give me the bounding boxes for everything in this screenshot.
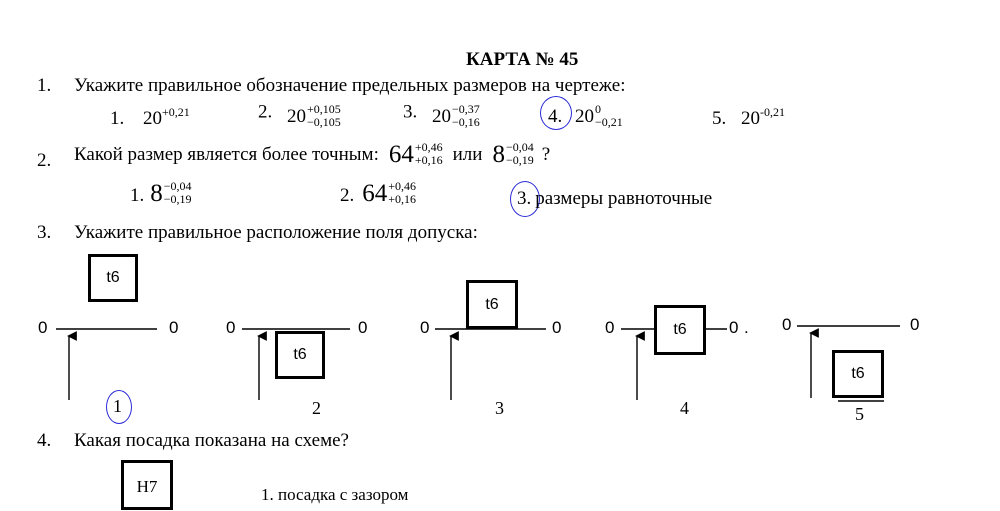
lower-deviation: −0,16: [452, 115, 480, 129]
zero-label: 0: [420, 318, 430, 337]
diagram-number-3: 3: [495, 398, 504, 418]
size-b-upper: −0,04: [505, 140, 534, 155]
zero-label: 0: [226, 318, 236, 337]
upper-deviation: +0,105: [307, 102, 341, 116]
lower-deviation: −0,21: [595, 115, 623, 129]
option-base: 8: [150, 180, 163, 207]
zero-label: 0: [169, 318, 179, 337]
question-2-number: 2.: [37, 150, 52, 171]
zero-label: 0: [729, 318, 739, 337]
option-number: 1.: [130, 185, 145, 206]
diagram-number-4: 4: [680, 398, 689, 418]
size-a-lower: +0,16: [414, 153, 443, 168]
size-b-lower: −0,19: [505, 153, 534, 168]
option-base: 20: [575, 106, 594, 128]
option-superscript: +0,21: [162, 105, 190, 119]
option-number: 3.: [403, 101, 418, 123]
question-1-number: 1.: [37, 75, 52, 96]
size-a-upper: +0,46: [414, 140, 443, 155]
size-b-base: 8: [492, 141, 505, 168]
zero-label: 0: [910, 315, 920, 334]
page-title: КАРТА № 45: [466, 49, 579, 70]
size-a-base: 64: [388, 141, 414, 168]
option-number: 4.: [548, 106, 563, 128]
option-base: 20: [741, 108, 760, 129]
q4-option-1: 1. посадка с зазором: [261, 485, 409, 504]
option-base: 20: [143, 108, 162, 129]
upper-deviation: −0,04: [163, 179, 192, 194]
tolerance-box-4: t6: [654, 305, 706, 355]
option-number: 5.: [712, 108, 727, 129]
dot-mark: .: [744, 318, 749, 337]
diagram-number-1: 1: [113, 396, 122, 416]
question-mark: ?: [541, 144, 551, 165]
fit-box-h7: H7: [121, 460, 173, 510]
tolerance-box-1: t6: [88, 254, 138, 302]
upper-deviation: 0: [595, 102, 601, 116]
lower-deviation: +0,16: [388, 192, 417, 207]
option-base: 20: [287, 106, 306, 128]
option-superscript: -0,21: [760, 105, 785, 119]
diagram-number-5: 5: [855, 404, 864, 424]
lower-deviation: −0,19: [163, 192, 192, 207]
question-3-text: Укажите правильное расположение поля допуска:: [74, 222, 478, 243]
option-base: 20: [432, 106, 451, 128]
option-number: 3.: [517, 188, 532, 209]
lower-deviation: −0,105: [307, 115, 341, 129]
option-text: размеры равноточные: [535, 188, 713, 209]
option-number: 2.: [340, 185, 355, 206]
option-number: 2.: [258, 101, 273, 123]
question-3-number: 3.: [37, 222, 52, 243]
upper-deviation: −0,37: [452, 102, 480, 116]
tolerance-box-2: t6: [275, 331, 325, 379]
upper-deviation: +0,46: [388, 179, 417, 194]
question-2-text: Какой размер является более точным:: [74, 144, 379, 165]
zero-label: 0: [358, 318, 368, 337]
zero-label: 0: [605, 318, 615, 337]
tolerance-box-3: t6: [466, 280, 518, 329]
or-word: или: [452, 144, 483, 165]
tolerance-box-5: t6: [832, 350, 884, 398]
diagram-number-2: 2: [312, 398, 321, 418]
option-base: 64: [362, 180, 388, 207]
zero-label: 0: [782, 315, 792, 334]
question-4-number: 4.: [37, 430, 52, 451]
question-4-text: Какая посадка показана на схеме?: [74, 430, 349, 451]
zero-label: 0: [552, 318, 562, 337]
question-1-text: Укажите правильное обозначение предельных размеров на чертеже:: [74, 75, 626, 96]
option-number: 1.: [110, 108, 125, 129]
zero-label: 0: [38, 318, 48, 337]
